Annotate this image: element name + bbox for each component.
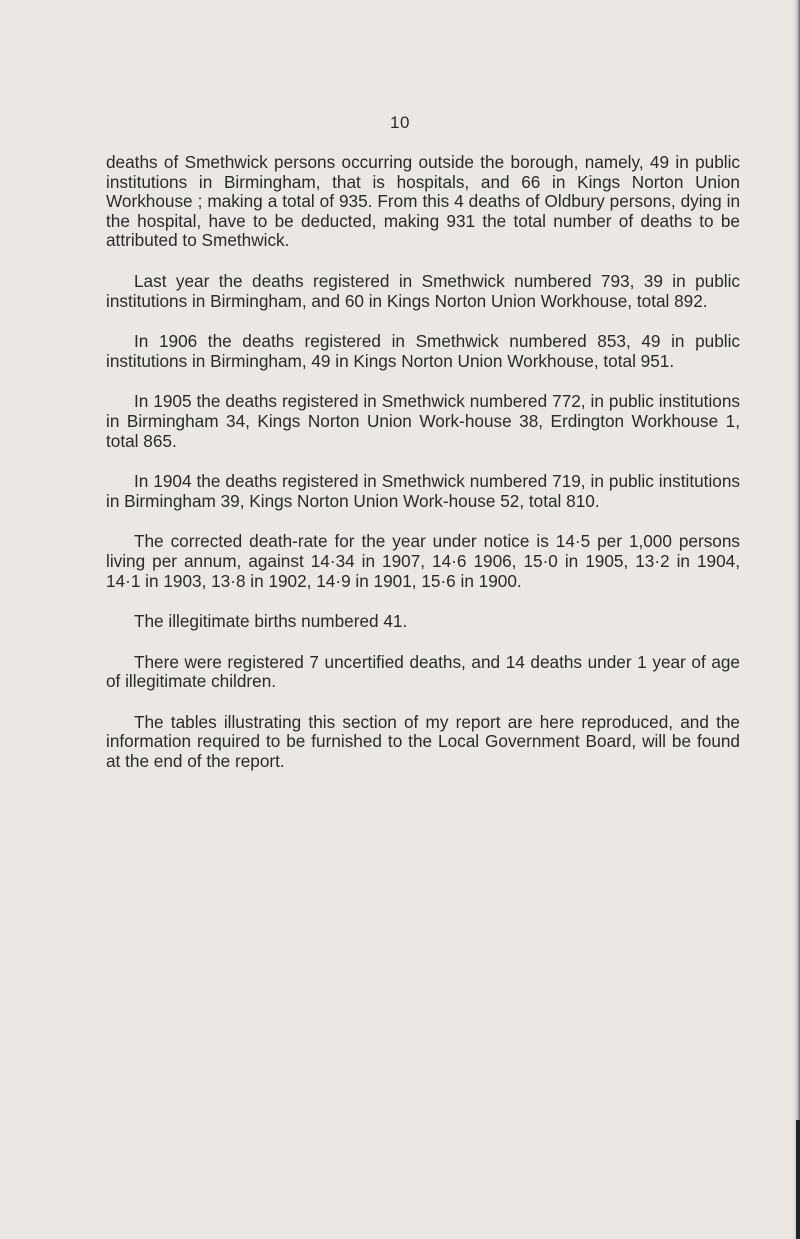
page-number: 10 [390,113,410,132]
paragraph-last-year: Last year the deaths registered in Smethwick numbered 793, 39 in public institutions in Birmingham, and 60 in Kings Norton Union Workhouse, total 892. [106,270,740,311]
paragraph-tables-note: The tables illustrating this section of my report are here reproduced, and the information required to be furnished to the Local Government Board, will be found at the end of the report. [106,711,740,772]
paragraph-1904: In 1904 the deaths registered in Smethwick numbered 719, in public institutions in Birmingham 39, Kings Norton Union Work-house 52, total 810. [106,471,740,511]
paragraph-death-rate: The corrected death-rate for the year under notice is 14·5 per 1,000 persons living per annum, against 14·34 in 1907, 14·6 1906, 15·0 in 1905, 13·2 in 1904, 14·1 in 1903, 13·8 in 1902, 14·9 in 1901, 15·6 in 1900. [106,531,740,591]
paragraph-1905: In 1905 the deaths registered in Smethwick numbered 772, in public institutions in Birmingham 34, Kings Norton Union Work-house 38, Erdington Workhouse 1, total 865. [106,391,740,451]
paragraph-illegitimate-births: The illegitimate births numbered 41. [134,611,408,632]
body-text [106,153,740,793]
page-edge-shadow [792,0,800,1239]
paragraph-uncertified-deaths: There were registered 7 uncertified deaths, and 14 deaths under 1 year of age of illegitimate children. [106,651,740,692]
page-edge-dark [796,1120,800,1239]
paragraph-outside-deaths: deaths of Smethwick persons occurring outside the borough, namely, 49 in public institutions in Birmingham, that is hospitals, and 66 in Kings Norton Union Workhouse ; making a total of 935. From this 4 deaths of Oldbury persons, dying in the hospital, have to be deducted, making 931 the total number of deaths to be attributed to Smethwick. [106,152,740,251]
paragraph-1906: In 1906 the deaths registered in Smethwick numbered 853, 49 in public institutions in Birmingham, 49 in Kings Norton Union Workhouse, total 951. [106,331,740,371]
